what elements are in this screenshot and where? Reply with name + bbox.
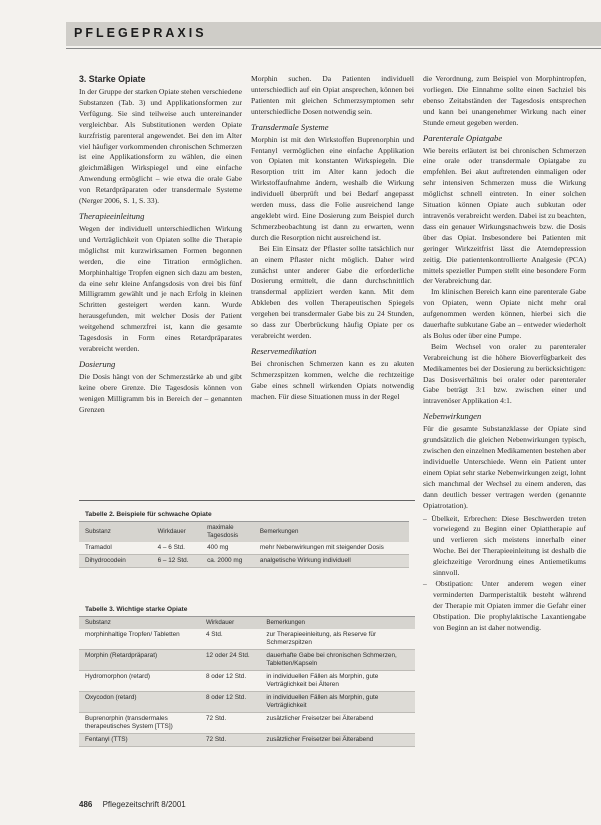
table-header-cell: Bemerkungen	[254, 522, 409, 542]
table-strong-opiates	[79, 603, 415, 747]
table-header-cell: maximale Tagesdosis	[201, 522, 254, 542]
table-cell: 72 Std.	[200, 713, 260, 734]
table-cell: Oxycodon (retard)	[79, 692, 200, 713]
table-row	[79, 671, 415, 692]
list-item: – Obstipation: Unter anderem wegen einer verminderten Darmperistaltik besteht während der Therapie mit Opiaten immer die Gefahr einer Obstipation. Die prophylaktische Laxantiengabe von Beginn an ist daher notwendig.	[423, 578, 586, 632]
table-header-cell: Substanz	[79, 617, 200, 629]
table-header-cell: Wirkdauer	[200, 617, 260, 629]
column-3	[423, 74, 586, 634]
table-header-cell: Wirkdauer	[152, 522, 202, 542]
table-row	[79, 542, 409, 555]
subheading: Parenterale Opiatgabe	[423, 132, 503, 143]
table-cell: in individuellen Fällen als Morphin, gute Verträglichkeit	[260, 692, 415, 713]
table-header-cell: Substanz	[79, 522, 152, 542]
paragraph: In der Gruppe der starken Opiate stehen verschiedene Substanzen (Tab. 3) und Applikationsformen zur Verfügung. Sie sind teilweise auch untereinander vergleichbar. Als Substitutionen werden Opiate kurzfristig parenteral angewendet. Bei den im Alter viel häufiger vorkommenden chronischen Schmerzen ist eine Applikationsform zu wählen, die einen gleichmäßigen Wirkspiegel und eine einfache Anwendung ermöglicht – wie etwa die orale Gabe von Retardpräparaten oder transdermale Systeme (Nerger 2006, S. 1, S. 33).	[79, 87, 242, 206]
table-cell: 400 mg	[201, 542, 254, 555]
table-caption: Tabelle 3. Wichtige starke Opiate	[79, 603, 415, 617]
subheading: Reservemedikation	[251, 345, 317, 356]
paragraph: Morphin suchen. Da Patienten individuell unterschiedlich auf ein Opiat ansprechen, können bei Patienten mit gleichen Schmerzsymptomen sehr unterschiedliche Dosen notwendig sein.	[251, 74, 414, 116]
paragraph: Bei chronischen Schmerzen kann es zu akuten Schmerzspitzen kommen, welche die rechtzeitige Gabe eines schnell wirkenden Opiats notwendig machen. Für diese Situationen muss in der Regel	[251, 358, 414, 401]
subheading: Dosierung	[79, 358, 116, 369]
table-cell: in individuellen Fällen als Morphin, gute Verträglichkeit bei Älteren	[260, 671, 415, 692]
paragraph: Wegen der individuell unterschiedlichen Wirkung und Verträglichkeit von Opiaten sollte die Therapie möglichst mit kurzwirksamen Formen begonnen werden, die eine Titration ermöglichen. Morphinhaltige Tropfen eignen sich dazu am besten, da eine sehr kleine Anfangsdosis von drei bis fünf Milligramm gewählt und je nach Erfolg in kleinen Schritten gesteigert werden kann. Wurde herausgefunden, mit welcher Dosis der Patient weitgehend schmerzfrei ist, kann die gesamte Tagesdosis in Form eines Retardpräparates verabreicht werden.	[79, 223, 242, 353]
page-number: 486	[79, 800, 93, 809]
paragraph: Die Dosis hängt von der Schmerzstärke ab und gibt keine obere Grenze. Die Tagesdosis können von wenigen Milligramm bis in Bereich der – genannten Grenzen	[79, 371, 242, 414]
subheading: Therapieeinleitung	[79, 210, 145, 221]
table-cell: ca. 2000 mg	[201, 555, 254, 568]
side-effects-list	[423, 514, 586, 634]
table-cell: Hydromorphon (retard)	[79, 671, 200, 692]
table-cell: 4 – 6 Std.	[152, 542, 202, 555]
table-cell: zusätzlicher Freisetzer bei Älterabend	[260, 713, 415, 734]
table-cell: 8 oder 12 Std.	[200, 692, 260, 713]
paragraph: die Verordnung, zum Beispiel von Morphintropfen, vorliegen. Die Einnahme sollte einen Sachziel bis ebenso Zeitabständen der Tagesdosis entsprechen und kann bei unangenehmer Wirkung nach einer Stunde erneut gegeben werden.	[423, 74, 586, 127]
table-cell: 72 Std.	[200, 734, 260, 747]
table-row	[79, 629, 415, 650]
subheading: Nebenwirkungen	[423, 411, 482, 422]
table-cell: 4 Std.	[200, 629, 260, 650]
column-1	[79, 74, 242, 415]
table-row	[79, 650, 415, 671]
table-cell: zur Therapieeinleitung, als Reserve für Schmerzspitzen	[260, 629, 415, 650]
page-header-title: PFLEGEPRAXIS	[74, 26, 207, 40]
table-caption: Tabelle 2. Beispiele für schwache Opiate	[79, 508, 409, 522]
table-row	[79, 555, 409, 568]
column-2	[251, 74, 414, 402]
table-row	[79, 734, 415, 747]
list-item: – Übelkeit, Erbrechen: Diese Beschwerden treten vorwiegend zu Beginn einer Opiattherapie auf und verlieren sich meistens innerhalb einer Woche. Bei der Therapieeinleitung ist deshalb die gleichzeitige Verordnung eines Antiemetikums sinnvoll.	[423, 513, 586, 578]
page-footer	[79, 800, 186, 809]
table-cell: mehr Nebenwirkungen mit steigender Dosis	[254, 542, 409, 555]
table-cell: Morphin (Retardpräparat)	[79, 650, 200, 671]
table-row	[79, 713, 415, 734]
table-cell: morphinhaltige Tropfen/ Tabletten	[79, 629, 200, 650]
paragraph: Wie bereits erläutert ist bei chronischen Schmerzen eine orale oder transdermale Opiatgabe zu empfehlen. Bei akut auftretenden einmaligen oder sehr intensiven Schmerzen muss die Wirkung möglichst schnell eintreten. In einer solchen Situation können Opiate auch subkutan oder intravenös verabreicht werden. Dabei ist zu beachten, dass ein genauer Wirkungsnachweis bzw. die Dosis über das Opiat. Insbesondere bei Patienten mit geringer Wirkzeitfrist lässt die Atemdepression zeitig. Die patientenkontrollierte Analgesie (PCA) mittels spezieller Pumpen stellt eine besondere Form der Verabreichung dar.	[423, 145, 586, 286]
table-row	[79, 692, 415, 713]
table-cell: 8 oder 12 Std.	[200, 671, 260, 692]
table-cell: 12 oder 24 Std.	[200, 650, 260, 671]
table-top-rule	[79, 500, 415, 501]
table-header-cell: Bemerkungen	[260, 617, 415, 629]
table-cell: Dihydrocodein	[79, 555, 152, 568]
table-cell: Tramadol	[79, 542, 152, 555]
header-rule	[66, 48, 601, 49]
table-cell: Buprenorphin (transdermales therapeutisches System [TTS])	[79, 713, 200, 734]
paragraph: Morphin ist mit den Wirkstoffen Buprenorphin und Fentanyl vermöglichen eine einfache Applikation von Opiaten mit konstanten Wirkspiegeln. Die Resorption tritt im Alter kann jedoch die Wirkstoffaufnahme ändern, weshalb die Wirkung individuell überprüft und bei Bedarf angepasst werden muss, dass die Folie ausreichend lange angeklebt wird. Eine Dosierung zum Beispiel durch Schmerzbeobachtung ist dann zu erwarten, wenn durch die Resorption nicht ausreichend ist.	[251, 134, 414, 242]
paragraph: Im klinischen Bereich kann eine parenterale Gabe von Opiaten, wenn Opiate nicht mehr oral aufgenommen werden können, hierbei sich die dauerhafte subkutane Gabe an – entweder wiederholt als Bolus oder über eine Pumpe.	[423, 287, 586, 340]
paragraph: Für die gesamte Substanzklasse der Opiate sind grundsätzlich die gleichen Nebenwirkungen typisch, zwischen den einzelnen Medikamenten bestehen aber individuelle Unterschiede. Wenn ein Patient unter einem Opiat sehr starke Nebenwirkungen zeigt, lohnt sich manchmal der Wechsel zu einem anderen, das dann deutlich besser vertragen werden (genannte Opiatrotation).	[423, 424, 586, 510]
subheading: Transdermale Systeme	[251, 121, 329, 132]
section-heading: 3. Starke Opiate	[79, 74, 146, 84]
table-cell: analgetische Wirkung individuell	[254, 555, 409, 568]
table-cell: zusätzlicher Freisetzer bei Älterabend	[260, 734, 415, 747]
table-cell: dauerhafte Gabe bei chronischen Schmerzen, Tabletten/Kapseln	[260, 650, 415, 671]
table-cell: 6 – 12 Std.	[152, 555, 202, 568]
paragraph: Beim Wechsel von oraler zu parenteraler Verabreichung ist die höhere Bioverfügbarkeit des Medikamentes bei der Dosierung zu berücksichtigen: Das Dosisverhältnis bei oraler oder parenteraler Gabe beträgt 3:1 bzw. zwischen einer und intravenöser Applikation 4:1.	[423, 341, 586, 406]
journal-citation: Pflegezeitschrift 8/2001	[102, 800, 186, 809]
paragraph: Bei Ein Einsatz der Pflaster sollte tatsächlich nur an einem Pflaster nicht möglich. Daher wird zunächst unter anderer Gabe die erforderliche Dosierung ermittelt, die dann durchschnittlich transdermal appliziert werden kann. Mit dem Abkleben des vollen Therapeutischen Spiegels vergehen bei transdermaler Gabe bis zu 24 Stunden, so dass zur Überbrückung häufig Opiate per os verabreicht werden.	[251, 243, 414, 340]
table-weak-opiates	[79, 508, 409, 568]
table-cell: Fentanyl (TTS)	[79, 734, 200, 747]
